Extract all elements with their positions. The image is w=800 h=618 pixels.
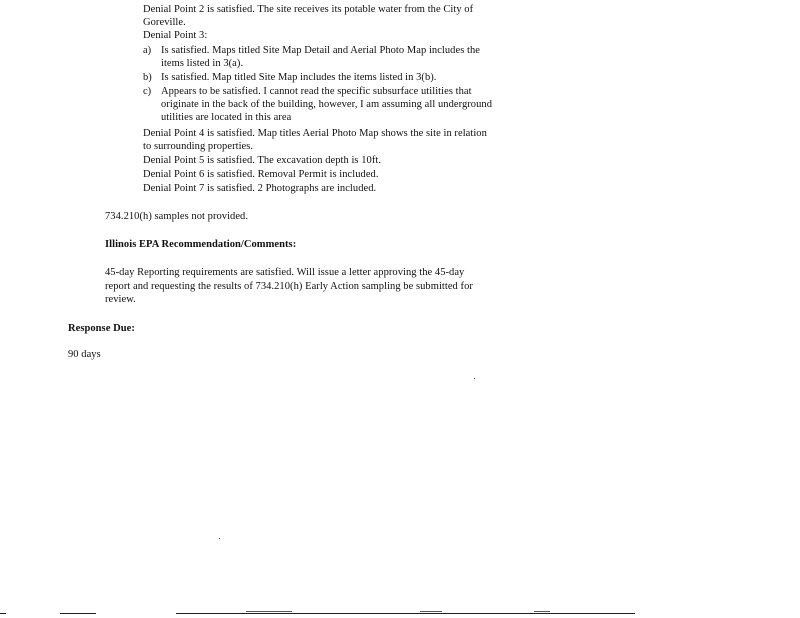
item-a-line-2: items listed in 3(a). <box>161 58 244 69</box>
recommendation-line-3: review. <box>105 294 136 305</box>
samples-note: 734.210(h) samples not provided. <box>105 211 249 222</box>
item-c-line-2: originate in the back of the building, however, I am assuming all underground <box>161 99 492 110</box>
footer-rule <box>420 611 442 612</box>
item-a-marker: a) <box>143 45 152 56</box>
response-due-heading: Response Due: <box>68 323 135 334</box>
footer-rule <box>60 613 96 614</box>
footer-rule <box>176 613 635 614</box>
item-a-line-1: Is satisfied. Maps titled Site Map Detail and Aerial Photo Map includes the <box>161 45 480 56</box>
denial-point-2-line-1: Denial Point 2 is satisfied. The site receives its potable water from the City of <box>143 4 474 15</box>
denial-point-2-line-2: Goreville. <box>143 17 186 28</box>
item-c-line-3: utilities are located in this area <box>161 112 292 123</box>
recommendation-heading: Illinois EPA Recommendation/Comments: <box>105 239 297 250</box>
item-b-line-1: Is satisfied. Map titled Site Map includes the items listed in 3(b). <box>161 72 437 83</box>
denial-point-6: Denial Point 6 is satisfied. Removal Permit is included. <box>143 169 379 180</box>
response-due-value: 90 days <box>68 349 101 360</box>
recommendation-line-1: 45-day Reporting requirements are satisfied. Will issue a letter approving the 45-day <box>105 267 465 278</box>
footer-rule <box>0 613 6 614</box>
denial-point-4-line-2: to surrounding properties. <box>143 141 254 152</box>
item-c-marker: c) <box>143 86 152 97</box>
recommendation-line-2: report and requesting the results of 734.210(h) Early Action sampling be submitted for <box>105 281 473 292</box>
item-c-line-1: Appears to be satisfied. I cannot read the specific subsurface utilities that <box>161 86 472 97</box>
footer-rule <box>534 611 550 612</box>
denial-point-5: Denial Point 5 is satisfied. The excavation depth is 10ft. <box>143 155 382 166</box>
denial-point-7: Denial Point 7 is satisfied. 2 Photographs are included. <box>143 183 377 194</box>
footer-rule <box>246 611 292 612</box>
item-b-marker: b) <box>143 72 152 83</box>
scan-speck <box>219 538 220 539</box>
scan-speck <box>474 378 475 379</box>
denial-point-4-line-1: Denial Point 4 is satisfied. Map titles Aerial Photo Map shows the site in relation <box>143 128 487 139</box>
denial-point-3-heading: Denial Point 3: <box>143 30 208 41</box>
